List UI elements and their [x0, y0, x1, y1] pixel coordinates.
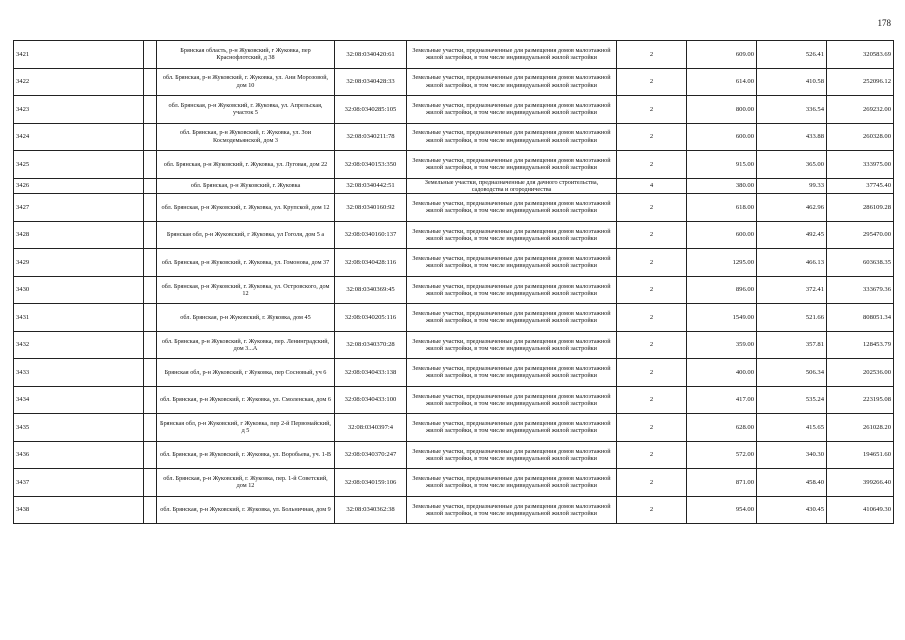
cadastral-number-cell: 32:08:0340362:38 — [335, 496, 407, 524]
area-cell: 380.00 — [687, 178, 757, 194]
table-row — [14, 304, 894, 332]
row-number-cell: 3435 — [14, 414, 144, 442]
address-cell: Брянская обл, р-н Жуковский, г Жуковка, ул Гоголя, дом 5 а — [157, 221, 335, 249]
use-group-cell: 2 — [617, 496, 687, 524]
specific-value-cell: 458.40 — [757, 469, 827, 497]
area-cell: 359.00 — [687, 331, 757, 359]
area-cell: 1549.00 — [687, 304, 757, 332]
cadastral-number-cell: 32:08:0340285:105 — [335, 96, 407, 124]
blank-cell — [144, 41, 157, 69]
permitted-use-cell: Земельные участки, предназначенные для размещения домов малоэтажной жилой застройки, в том числе индивидуальной жилой застройки — [407, 194, 617, 222]
row-number-cell: 3427 — [14, 194, 144, 222]
row-number-cell: 3422 — [14, 68, 144, 96]
permitted-use-cell: Земельные участки, предназначенные для размещения домов малоэтажной жилой застройки, в том числе индивидуальной жилой застройки — [407, 151, 617, 179]
cadastral-value-cell: 333679.36 — [827, 276, 894, 304]
cadastral-number-cell: 32:08:0340160:137 — [335, 221, 407, 249]
specific-value-cell: 506.34 — [757, 359, 827, 387]
permitted-use-cell: Земельные участки, предназначенные для размещения домов малоэтажной жилой застройки, в том числе индивидуальной жилой застройки — [407, 276, 617, 304]
table-row — [14, 123, 894, 151]
specific-value-cell: 372.41 — [757, 276, 827, 304]
use-group-cell: 2 — [617, 386, 687, 414]
specific-value-cell: 340.30 — [757, 441, 827, 469]
address-cell: обл. Брянская, р-н Жуковский, г. Жуковка, ул. Больничная, дом 9 — [157, 496, 335, 524]
use-group-cell: 4 — [617, 178, 687, 194]
address-cell: обл. Брянская, р-н Жуковский, г. Жуковка, ул. Луговая, дом 22 — [157, 151, 335, 179]
cadastral-value-cell: 603638.35 — [827, 249, 894, 277]
use-group-cell: 2 — [617, 96, 687, 124]
use-group-cell: 2 — [617, 221, 687, 249]
address-cell: обл. Брянская, р-н Жуковский, г. Жуковка — [157, 178, 335, 194]
row-number-cell: 3436 — [14, 441, 144, 469]
cadastral-number-cell: 32:08:0340205:116 — [335, 304, 407, 332]
row-number-cell: 3426 — [14, 178, 144, 194]
cadastral-value-cell: 260328.00 — [827, 123, 894, 151]
address-cell: Брянская обл, р-н Жуковский, г Жуковка, пер 2-й Первомайский, д 5 — [157, 414, 335, 442]
table-row — [14, 496, 894, 524]
cadastral-number-cell: 32:08:0340428:33 — [335, 68, 407, 96]
blank-cell — [144, 304, 157, 332]
row-number-cell: 3421 — [14, 41, 144, 69]
specific-value-cell: 535.24 — [757, 386, 827, 414]
specific-value-cell: 521.66 — [757, 304, 827, 332]
use-group-cell: 2 — [617, 414, 687, 442]
blank-cell — [144, 123, 157, 151]
address-cell: обл. Брянская, р-н Жуковский, г. Жуковка, ул. Зои Космодемьянской, дом 3 — [157, 123, 335, 151]
address-cell: обл. Брянская, р-н Жуковский, г. Жуковка, ул. Смоленская, дом 6 — [157, 386, 335, 414]
blank-cell — [144, 496, 157, 524]
cadastral-value-cell: 128453.79 — [827, 331, 894, 359]
cadastral-number-cell: 32:08:0340397:4 — [335, 414, 407, 442]
area-cell: 871.00 — [687, 469, 757, 497]
permitted-use-cell: Земельные участки, предназначенные для размещения домов малоэтажной жилой застройки, в том числе индивидуальной жилой застройки — [407, 249, 617, 277]
cadastral-value-cell: 320583.69 — [827, 41, 894, 69]
table-row — [14, 249, 894, 277]
area-cell: 600.00 — [687, 221, 757, 249]
address-cell: обл. Брянская, р-н Жуковский, г. Жуковка, ул. Апрельская, участок 5 — [157, 96, 335, 124]
cadastral-number-cell: 32:08:0340211:78 — [335, 123, 407, 151]
area-cell: 896.00 — [687, 276, 757, 304]
cadastral-value-cell: 223195.08 — [827, 386, 894, 414]
cadastral-value-cell: 399266.40 — [827, 469, 894, 497]
specific-value-cell: 357.81 — [757, 331, 827, 359]
address-cell: обл. Брянская, р-н Жуковский, г. Жуковка, пер. Ленинградский, дом 3...А — [157, 331, 335, 359]
address-cell: обл. Брянская, р-н Жуковский, г. Жуковка, пер. 1-й Советский, дом 12 — [157, 469, 335, 497]
address-cell: обл. Брянская, р-н Жуковский, г. Жуковка, ул. Островского, дом 12 — [157, 276, 335, 304]
address-cell: обл. Брянская, р-н Жуковский, г. Жуковка, ул. Гомонова, дом 37 — [157, 249, 335, 277]
row-number-cell: 3438 — [14, 496, 144, 524]
cadastral-value-cell: 252096.12 — [827, 68, 894, 96]
cadastral-number-cell: 32:08:0340433:138 — [335, 359, 407, 387]
table-row — [14, 386, 894, 414]
area-cell: 915.00 — [687, 151, 757, 179]
specific-value-cell: 336.54 — [757, 96, 827, 124]
cadastral-value-cell: 410649.30 — [827, 496, 894, 524]
cadastral-number-cell: 32:08:0340369:45 — [335, 276, 407, 304]
address-cell: обл. Брянская, р-н Жуковский, г. Жуковка, ул. Ани Морозовой, дом 10 — [157, 68, 335, 96]
area-cell: 954.00 — [687, 496, 757, 524]
permitted-use-cell: Земельные участки, предназначенные для размещения домов малоэтажной жилой застройки, в том числе индивидуальной жилой застройки — [407, 331, 617, 359]
permitted-use-cell: Земельные участки, предназначенные для размещения домов малоэтажной жилой застройки, в том числе индивидуальной жилой застройки — [407, 496, 617, 524]
registry-table — [13, 40, 894, 524]
blank-cell — [144, 221, 157, 249]
cadastral-value-cell: 261028.20 — [827, 414, 894, 442]
row-number-cell: 3432 — [14, 331, 144, 359]
use-group-cell: 2 — [617, 41, 687, 69]
row-number-cell: 3425 — [14, 151, 144, 179]
row-number-cell: 3430 — [14, 276, 144, 304]
area-cell: 417.00 — [687, 386, 757, 414]
table-row — [14, 359, 894, 387]
blank-cell — [144, 414, 157, 442]
use-group-cell: 2 — [617, 194, 687, 222]
table-row — [14, 178, 894, 194]
area-cell: 572.00 — [687, 441, 757, 469]
table-row — [14, 194, 894, 222]
use-group-cell: 2 — [617, 304, 687, 332]
cadastral-number-cell: 32:08:0340159:106 — [335, 469, 407, 497]
cadastral-value-cell: 808051.34 — [827, 304, 894, 332]
blank-cell — [144, 441, 157, 469]
blank-cell — [144, 359, 157, 387]
use-group-cell: 2 — [617, 359, 687, 387]
table-row — [14, 41, 894, 69]
use-group-cell: 2 — [617, 151, 687, 179]
row-number-cell: 3424 — [14, 123, 144, 151]
area-cell: 628.00 — [687, 414, 757, 442]
blank-cell — [144, 331, 157, 359]
blank-cell — [144, 151, 157, 179]
row-number-cell: 3428 — [14, 221, 144, 249]
row-number-cell: 3437 — [14, 469, 144, 497]
cadastral-number-cell: 32:08:0340370:28 — [335, 331, 407, 359]
address-cell: обл. Брянская, р-н Жуковский, г. Жуковка, дом 45 — [157, 304, 335, 332]
table-row — [14, 441, 894, 469]
specific-value-cell: 415.65 — [757, 414, 827, 442]
registry-body — [14, 41, 894, 524]
permitted-use-cell: Земельные участки, предназначенные для размещения домов малоэтажной жилой застройки, в том числе индивидуальной жилой застройки — [407, 359, 617, 387]
address-cell: обл. Брянская, р-н Жуковский, г. Жуковка, ул. Воробьева, уч. 1-В — [157, 441, 335, 469]
table-row — [14, 331, 894, 359]
specific-value-cell: 433.88 — [757, 123, 827, 151]
cadastral-number-cell: 32:08:0340370:247 — [335, 441, 407, 469]
cadastral-value-cell: 295470.00 — [827, 221, 894, 249]
table-row — [14, 151, 894, 179]
area-cell: 600.00 — [687, 123, 757, 151]
cadastral-number-cell: 32:08:0340420:61 — [335, 41, 407, 69]
permitted-use-cell: Земельные участки, предназначенные для размещения домов малоэтажной жилой застройки, в том числе индивидуальной жилой застройки — [407, 304, 617, 332]
use-group-cell: 2 — [617, 68, 687, 96]
specific-value-cell: 410.58 — [757, 68, 827, 96]
specific-value-cell: 492.45 — [757, 221, 827, 249]
cadastral-value-cell: 333975.00 — [827, 151, 894, 179]
use-group-cell: 2 — [617, 123, 687, 151]
table-row — [14, 96, 894, 124]
area-cell: 800.00 — [687, 96, 757, 124]
blank-cell — [144, 469, 157, 497]
permitted-use-cell: Земельные участки, предназначенные для размещения домов малоэтажной жилой застройки, в том числе индивидуальной жилой застройки — [407, 41, 617, 69]
specific-value-cell: 466.13 — [757, 249, 827, 277]
cadastral-value-cell: 194651.60 — [827, 441, 894, 469]
cadastral-value-cell: 269232.00 — [827, 96, 894, 124]
area-cell: 609.00 — [687, 41, 757, 69]
area-cell: 614.00 — [687, 68, 757, 96]
blank-cell — [144, 386, 157, 414]
blank-cell — [144, 96, 157, 124]
blank-cell — [144, 68, 157, 96]
row-number-cell: 3423 — [14, 96, 144, 124]
blank-cell — [144, 178, 157, 194]
use-group-cell: 2 — [617, 276, 687, 304]
use-group-cell: 2 — [617, 249, 687, 277]
specific-value-cell: 526.41 — [757, 41, 827, 69]
blank-cell — [144, 194, 157, 222]
row-number-cell: 3433 — [14, 359, 144, 387]
permitted-use-cell: Земельные участки, предназначенные для размещения домов малоэтажной жилой застройки, в том числе индивидуальной жилой застройки — [407, 96, 617, 124]
cadastral-number-cell: 32:08:0340153:350 — [335, 151, 407, 179]
area-cell: 618.00 — [687, 194, 757, 222]
table-row — [14, 469, 894, 497]
row-number-cell: 3431 — [14, 304, 144, 332]
cadastral-number-cell: 32:08:0340160:92 — [335, 194, 407, 222]
cadastral-value-cell: 286109.28 — [827, 194, 894, 222]
table-row — [14, 68, 894, 96]
page-number: 178 — [877, 18, 891, 28]
use-group-cell: 2 — [617, 469, 687, 497]
specific-value-cell: 430.45 — [757, 496, 827, 524]
cadastral-number-cell: 32:08:0340428:116 — [335, 249, 407, 277]
use-group-cell: 2 — [617, 331, 687, 359]
row-number-cell: 3429 — [14, 249, 144, 277]
permitted-use-cell: Земельные участки, предназначенные для размещения домов малоэтажной жилой застройки, в том числе индивидуальной жилой застройки — [407, 123, 617, 151]
table-row — [14, 221, 894, 249]
blank-cell — [144, 276, 157, 304]
cadastral-number-cell: 32:08:0340433:100 — [335, 386, 407, 414]
table-row — [14, 276, 894, 304]
permitted-use-cell: Земельные участки, предназначенные для размещения домов малоэтажной жилой застройки, в том числе индивидуальной жилой застройки — [407, 469, 617, 497]
permitted-use-cell: Земельные участки, предназначенные для дачного строительства, садоводства и огородничества — [407, 178, 617, 194]
permitted-use-cell: Земельные участки, предназначенные для размещения домов малоэтажной жилой застройки, в том числе индивидуальной жилой застройки — [407, 441, 617, 469]
specific-value-cell: 365.00 — [757, 151, 827, 179]
area-cell: 1295.00 — [687, 249, 757, 277]
address-cell: Брянская область, р-н Жуковский, г Жуковка, пер Краснофлотский, д 38 — [157, 41, 335, 69]
specific-value-cell: 99.33 — [757, 178, 827, 194]
cadastral-number-cell: 32:08:0340442:51 — [335, 178, 407, 194]
use-group-cell: 2 — [617, 441, 687, 469]
blank-cell — [144, 249, 157, 277]
table-row — [14, 414, 894, 442]
cadastral-value-cell: 202536.00 — [827, 359, 894, 387]
specific-value-cell: 462.96 — [757, 194, 827, 222]
area-cell: 400.00 — [687, 359, 757, 387]
address-cell: Брянская обл, р-н Жуковский, г Жуковка, пер Сосновый, уч 6 — [157, 359, 335, 387]
permitted-use-cell: Земельные участки, предназначенные для размещения домов малоэтажной жилой застройки, в том числе индивидуальной жилой застройки — [407, 414, 617, 442]
permitted-use-cell: Земельные участки, предназначенные для размещения домов малоэтажной жилой застройки, в том числе индивидуальной жилой застройки — [407, 68, 617, 96]
row-number-cell: 3434 — [14, 386, 144, 414]
address-cell: обл. Брянская, р-н Жуковский, г. Жуковка, ул. Крупской, дом 12 — [157, 194, 335, 222]
permitted-use-cell: Земельные участки, предназначенные для размещения домов малоэтажной жилой застройки, в том числе индивидуальной жилой застройки — [407, 386, 617, 414]
permitted-use-cell: Земельные участки, предназначенные для размещения домов малоэтажной жилой застройки, в том числе индивидуальной жилой застройки — [407, 221, 617, 249]
cadastral-value-cell: 37745.40 — [827, 178, 894, 194]
